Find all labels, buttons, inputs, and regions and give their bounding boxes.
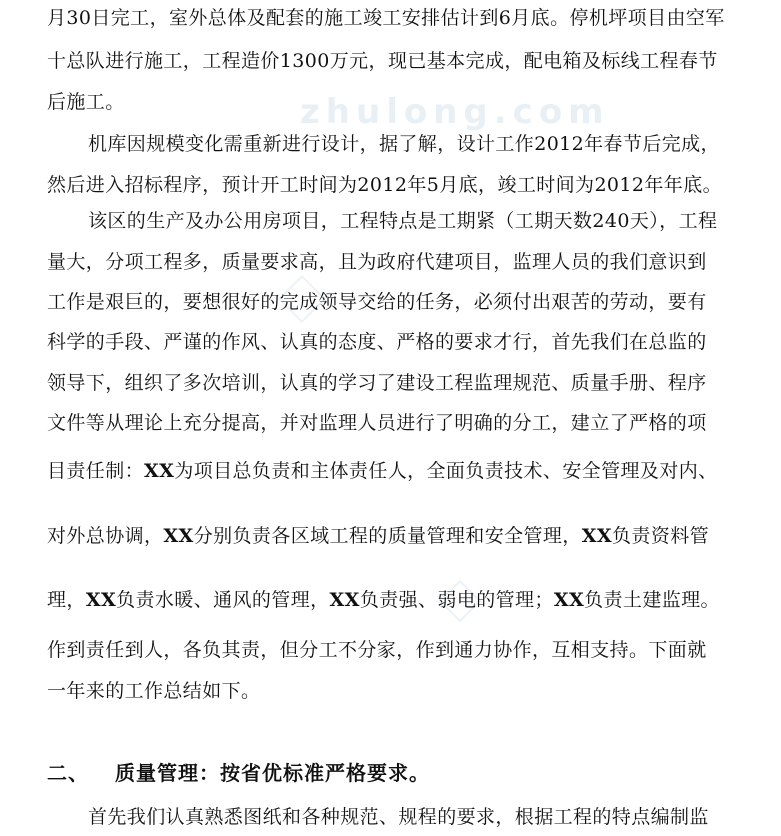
section-title: 质量管理：按省优标准严格要求。 xyxy=(115,761,430,785)
text-segment: 理， xyxy=(47,589,86,611)
text-line: 首先我们认真熟悉图纸和各种规范、规程的要求，根据工程的特点编制监 xyxy=(88,806,709,828)
text-segment: 分别负责各区域工程的质量管理和安全管理， xyxy=(193,525,582,547)
section-number: 二、 xyxy=(47,761,89,785)
text-line: 该区的生产及办公用房项目，工程特点是工期紧（工期天数240天），工程 xyxy=(88,210,718,232)
text-line: 作到责任到人，各负其责，但分工不分家，作到通力协作，互相支持。下面就 xyxy=(47,639,707,661)
section-heading xyxy=(47,760,781,786)
text-line: 文件等从理论上充分提高，并对监理人员进行了明确的分工，建立了严格的项 xyxy=(47,412,707,434)
person-placeholder: XX xyxy=(329,589,360,611)
watermark-text: zhulong.com xyxy=(300,92,610,132)
text-line: 后施工。 xyxy=(47,91,125,113)
person-placeholder: XX xyxy=(553,589,585,611)
text-segment: 负责强、弱电的管理； xyxy=(359,589,554,611)
text-line: 然后进入招标程序，预计开工时间为2012年5月底，竣工时间为2012年年底。 xyxy=(47,174,722,196)
text-line xyxy=(47,458,781,484)
text-line xyxy=(47,587,781,613)
text-segment: 目责任制： xyxy=(47,460,145,482)
text-line: 领导下，组织了多次培训，认真的学习了建设工程监理规范、质量手册、程序 xyxy=(47,372,707,394)
text-segment: 对外总协调， xyxy=(47,525,164,547)
text-segment: 为项目总负责和主体责任人，全面负责技术、安全管理及对内、 xyxy=(174,460,718,482)
person-placeholder: XX xyxy=(163,525,194,547)
text-line: 机库因规模变化需重新进行设计，据了解，设计工作2012年春节后完成， xyxy=(88,133,720,155)
text-segment: 负责土建监理。 xyxy=(584,589,720,611)
text-line: 一年来的工作总结如下。 xyxy=(47,680,261,702)
text-line xyxy=(47,523,781,549)
text-segment: 负责资料管 xyxy=(612,525,710,547)
text-line: 量大，分项工程多，质量要求高，且为政府代建项目，监理人员的我们意识到 xyxy=(47,251,707,273)
person-placeholder: XX xyxy=(581,525,613,547)
text-segment: 负责水暖、通风的管理， xyxy=(116,589,330,611)
person-placeholder: XX xyxy=(144,460,175,482)
text-line: 月30日完工，室外总体及配套的施工竣工安排估计到6月底。停机坪项目由空军 xyxy=(47,7,725,29)
text-line: 科学的手段、严谨的作风、认真的态度、严格的要求才行，首先我们在总监的 xyxy=(47,331,707,353)
text-line: 十总队进行施工，工程造价1300万元，现已基本完成，配电箱及标线工程春节 xyxy=(47,50,718,72)
text-line: 工作是艰巨的，要想很好的完成领导交给的任务，必须付出艰苦的劳动，要有 xyxy=(47,291,707,313)
person-placeholder: XX xyxy=(85,589,117,611)
